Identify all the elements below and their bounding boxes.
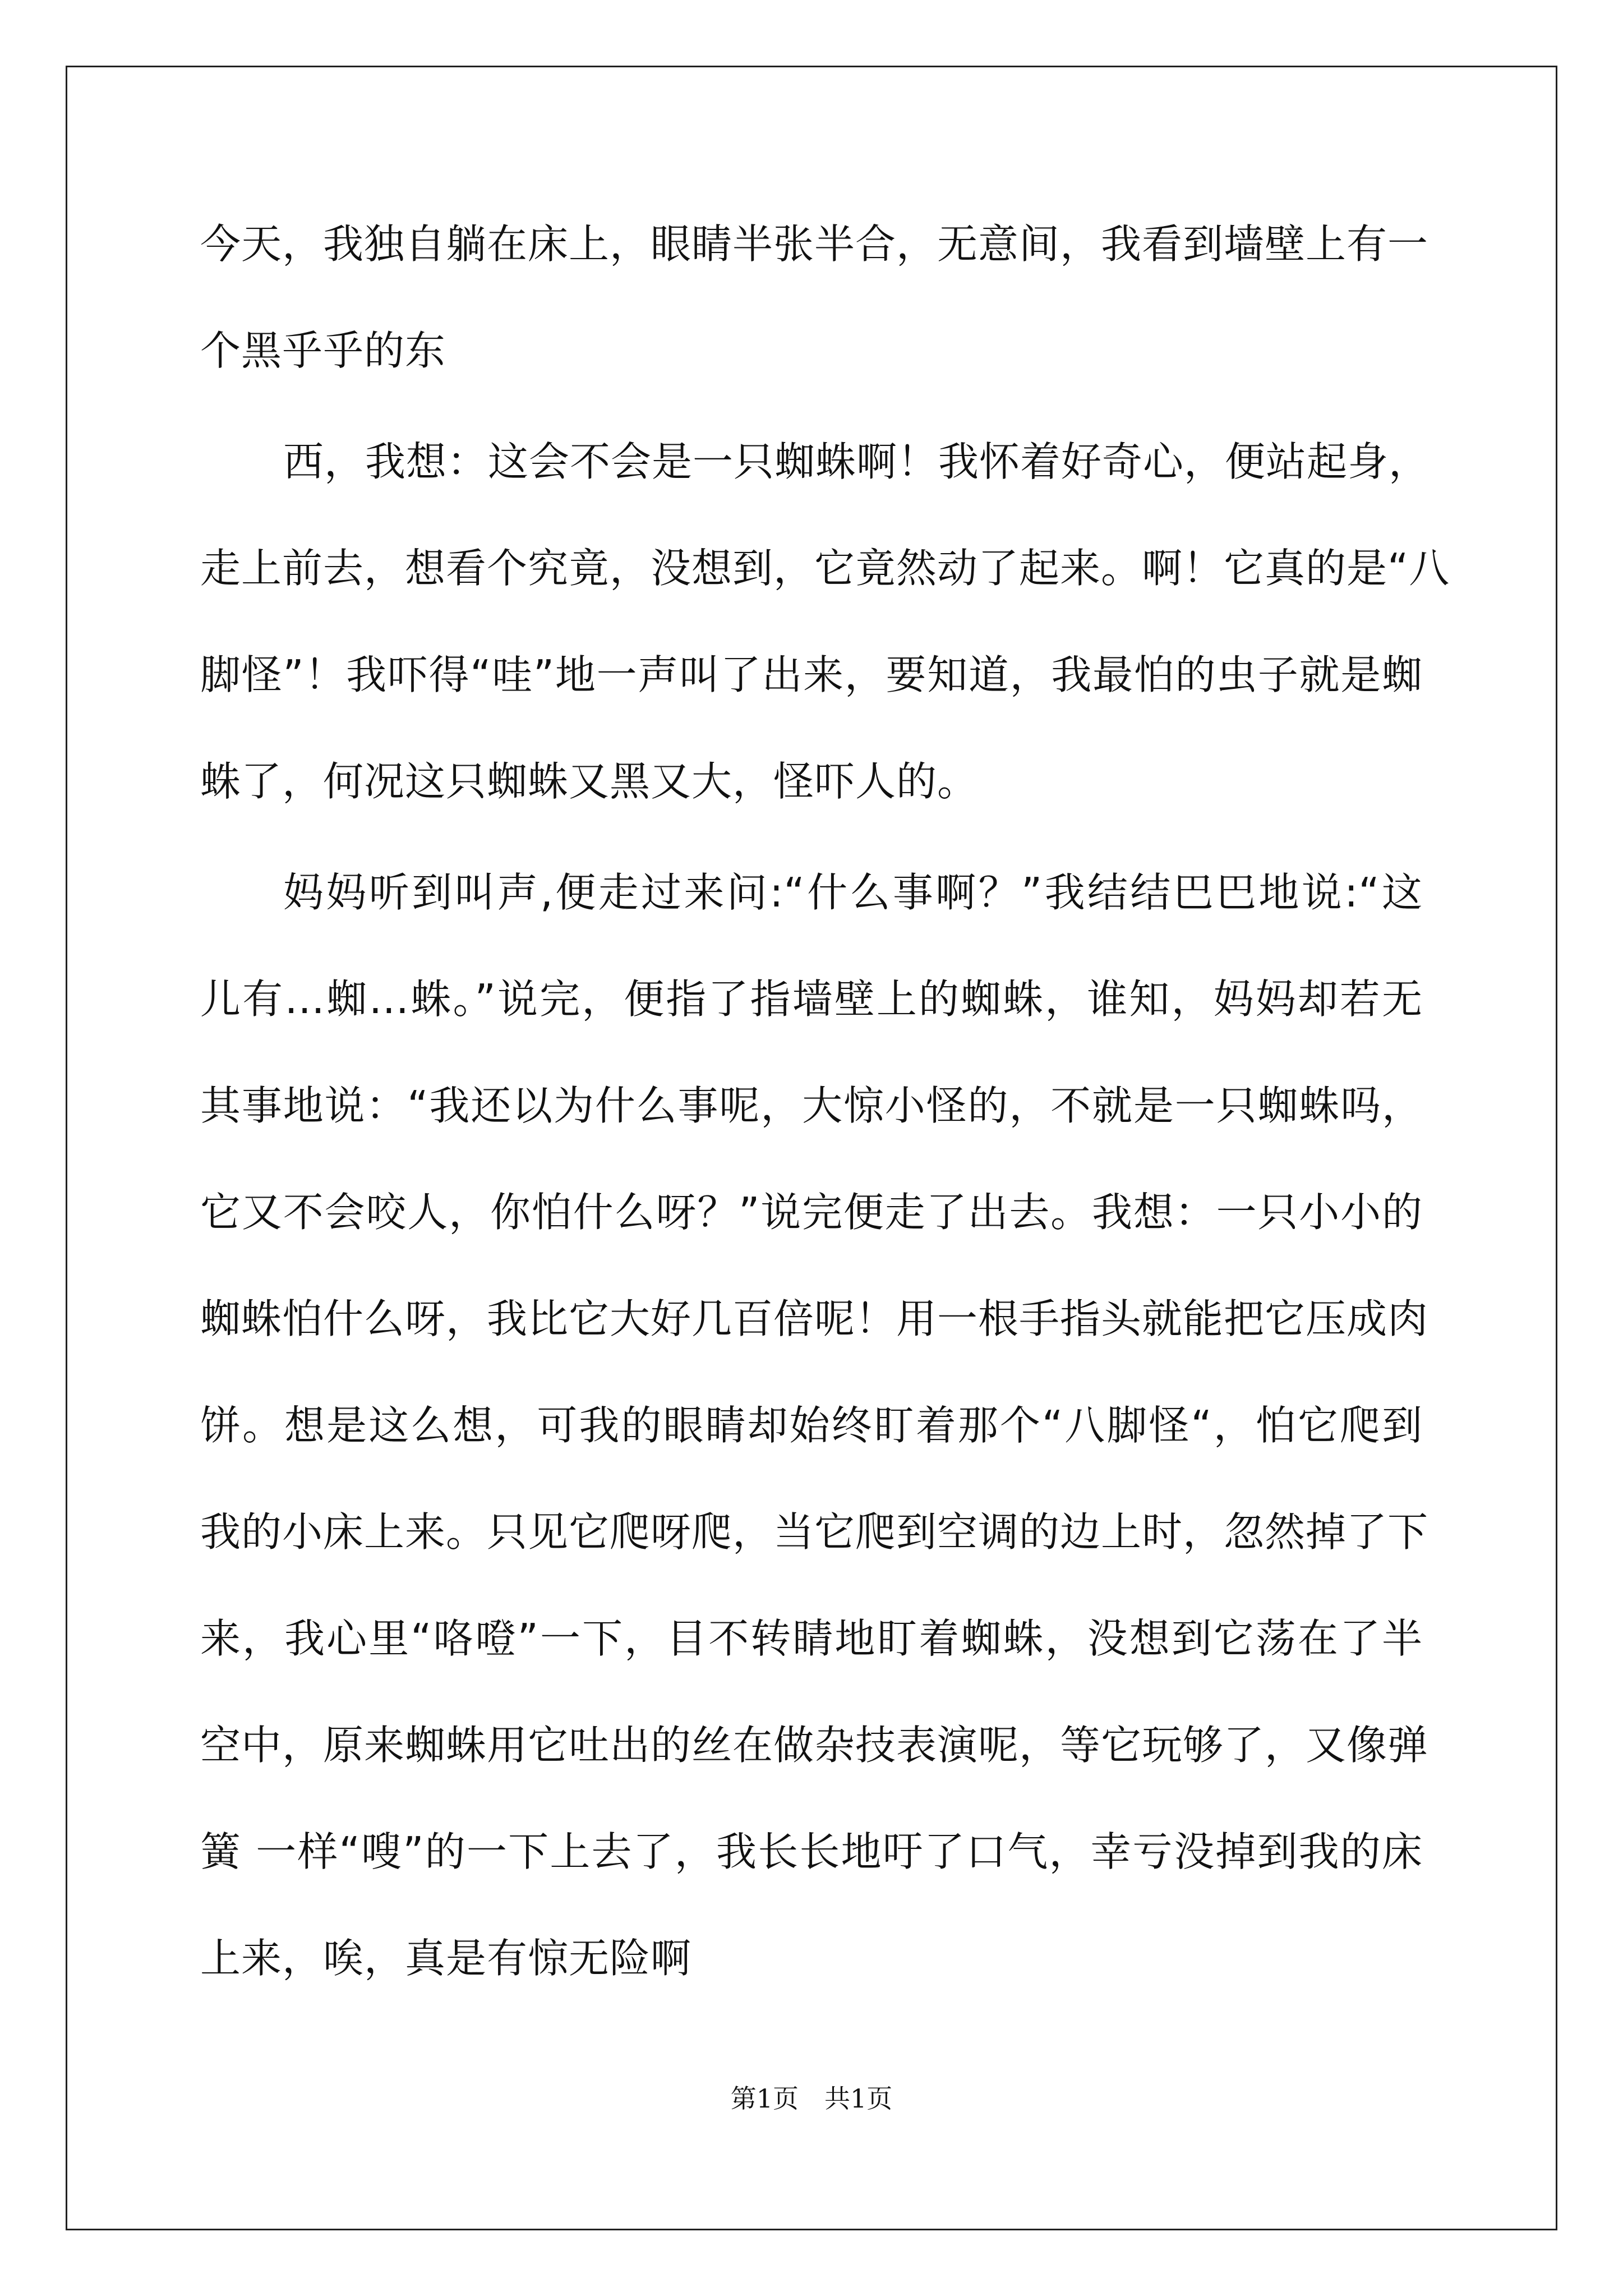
document-body (200, 191, 1450, 2012)
paragraph-line: 走上前去，想看个究竟，没想到，它竟然动了起来。啊！它真的是“八 (200, 545, 1450, 592)
paragraph-line: 蜘蛛怕什么呀，我比它大好几百倍呢！用一根手指头就能把它压成肉 (200, 1295, 1429, 1342)
paragraph-line: 它又不会咬人，你怕什么呀？”说完便走了出去。我想：一只小小的 (200, 1189, 1423, 1236)
paragraph-line: 我的小床上来。只见它爬呀爬，当它爬到空调的边上时，忽然掉了下 (200, 1508, 1429, 1556)
paragraph-3 (200, 839, 1429, 2012)
paragraph-line: 蛛了，何况这只蜘蛛又黑又大，怪吓人的。 (200, 758, 979, 805)
paragraph-line: 来，我心里“咯噔”一下，目不转睛地盯着蜘蛛，没想到它荡在了半 (200, 1615, 1423, 1662)
paragraph-line: 个黑乎乎的东 (200, 327, 446, 374)
paragraph-line: 上来，唉，真是有惊无险啊 (200, 1935, 692, 1982)
page-number-footer: 第1页 共1页 (730, 2083, 893, 2114)
paragraph-2 (200, 408, 1450, 835)
paragraph-line: 今天，我独自躺在床上，眼睛半张半合，无意间，我看到墙壁上有一 (200, 220, 1429, 268)
paragraph-line: 饼。想是这么想，可我的眼睛却始终盯着那个“八脚怪“，怕它爬到 (200, 1402, 1423, 1449)
paragraph-line: 其事地说：“我还以为什么事呢，大惊小怪的，不就是一只蜘蛛吗， (200, 1082, 1423, 1129)
paragraph-line: 西，我想：这会不会是一只蜘蛛啊！我怀着好奇心，便站起身， (283, 438, 1430, 485)
paragraph-line: 簧 一样“嗖”的一下上去了，我长长地吁了口气，幸亏没掉到我的床 (200, 1828, 1423, 1875)
paragraph-line: 空中，原来蜘蛛用它吐出的丝在做杂技表演呢，等它玩够了，又像弹 (200, 1722, 1429, 1769)
paragraph-line: 儿有…蜘…蛛。”说完，便指了指墙壁上的蜘蛛，谁知，妈妈却若无 (200, 976, 1423, 1023)
paragraph-line: 妈妈听到叫声,便走过来问:“什么事啊？”我结结巴巴地说:“这 (283, 869, 1423, 916)
paragraph-line: 脚怪”！我吓得“哇”地一声叫了出来，要知道，我最怕的虫子就是蜘 (200, 651, 1423, 698)
paragraph-1 (200, 191, 1429, 404)
